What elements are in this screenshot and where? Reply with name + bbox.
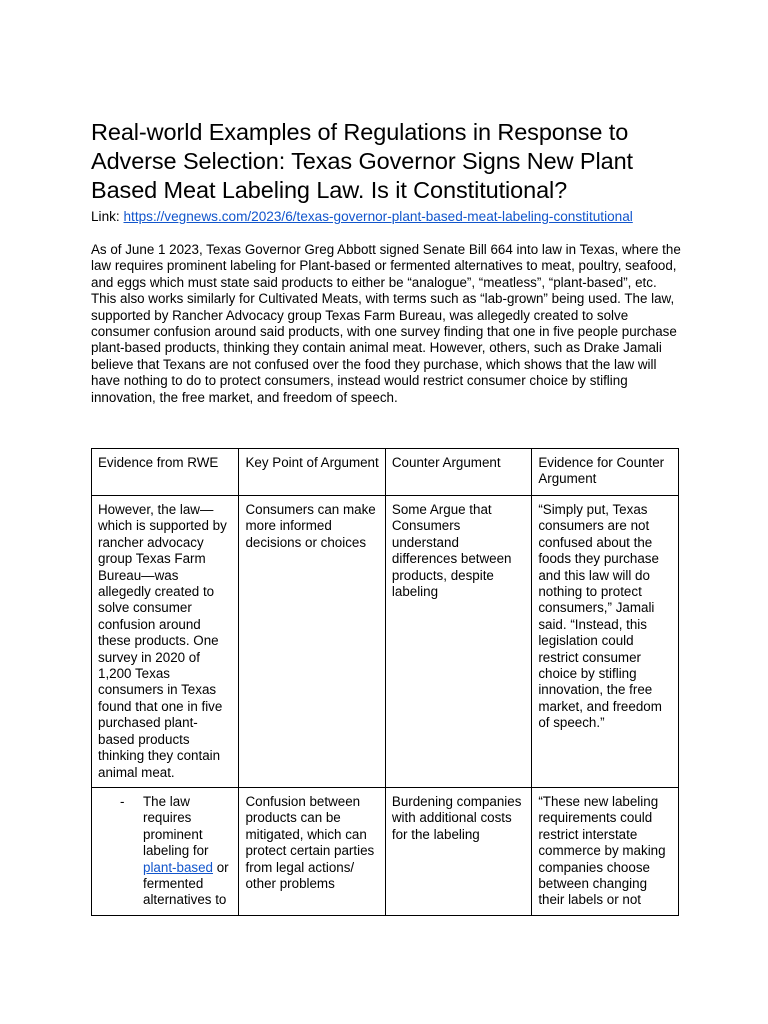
cell-key-point: Consumers can make more informed decisions or choices (239, 496, 385, 788)
list-bullet: - (120, 793, 125, 809)
cell-counter: Burdening companies with additional costs for the labeling (385, 787, 531, 915)
cell-evidence (92, 787, 239, 915)
argument-table (91, 448, 679, 916)
source-link[interactable]: https://vegnews.com/2023/6/texas-governor-plant-based-meat-labeling-constitutional (123, 209, 633, 224)
cell-counter-evidence: “These new labeling requirements could restrict interstate commerce by making companies choose between changing their labels or not (532, 787, 679, 915)
header-evidence-rwe: Evidence from RWE (92, 449, 239, 496)
link-label: Link: (91, 209, 124, 224)
header-counter-evidence: Evidence for Counter Argument (532, 449, 679, 496)
plant-based-link[interactable]: plant-based (143, 859, 213, 875)
table-row (92, 496, 679, 788)
header-key-point: Key Point of Argument (239, 449, 385, 496)
table-header-row (92, 449, 679, 496)
table-row (92, 787, 679, 915)
cell-counter: Some Argue that Consumers understand differences between products, despite labeling (385, 496, 531, 788)
evidence-text-end: or fermented alternatives to (143, 859, 229, 908)
evidence-text-start: The law requires prominent labeling for (143, 793, 209, 859)
source-link-line (91, 208, 681, 226)
cell-key-point: Confusion between products can be mitigated, which can protect certain parties from legal actions/ other problems (239, 787, 385, 915)
header-counter-argument: Counter Argument (385, 449, 531, 496)
cell-evidence: However, the law—which is supported by rancher advocacy group Texas Farm Bureau—was allegedly created to solve consumer confusion around these products. One survey in 2020 of 1,200 Texas consumers in Texas found that one in five purchased plant-based products thinking they contain animal meat. (92, 496, 239, 788)
intro-paragraph: As of June 1 2023, Texas Governor Greg Abbott signed Senate Bill 664 into law in Texas, where the law requires prominent labeling for Plant-based or fermented alternatives to meat, poultry, seafood, and eggs which must state said products to either be “analogue”, “meatless”, “plant-based”, etc. This also works similarly for Cultivated Meats, with terms such as “lab-grown” being used. The law, supported by Rancher Advocacy group Texas Farm Bureau, was allegedly created to solve consumer confusion around said products, with one survey finding that one in five people purchase plant-based products, thinking they contain animal meat. However, others, such as Drake Jamali believe that Texans are not confused over the food they purchase, which shows that the law will have nothing to do to protect consumers, instead would restrict consumer choice by stifling innovation, the free market, and freedom of speech. (91, 242, 681, 405)
document-title: Real-world Examples of Regulations in Response to Adverse Selection: Texas Governor Signs New Plant Based Meat Labeling Law. Is it Constitutional? (91, 119, 633, 203)
document-page (91, 118, 681, 908)
cell-counter-evidence: “Simply put, Texas consumers are not confused about the foods they purchase and this law will do nothing to protect consumers,” Jamali said. “Instead, this legislation could restrict consumer choice by stifling innovation, the free market, and freedom of speech.” (532, 496, 679, 788)
